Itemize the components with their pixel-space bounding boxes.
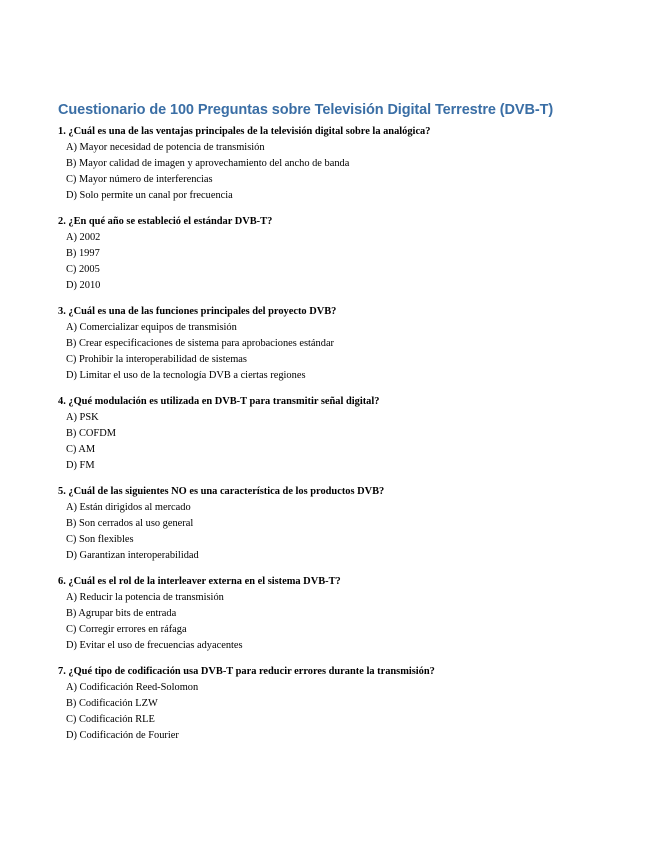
answer-option: D) Solo permite un canal por frecuencia bbox=[66, 190, 233, 201]
question-list bbox=[58, 124, 638, 754]
question-item bbox=[58, 664, 638, 744]
answer-option: A) Comercializar equipos de transmisión bbox=[66, 322, 237, 333]
question-item bbox=[58, 214, 638, 294]
question-text: 2. ¿En qué año se estableció el estándar DVB-T? bbox=[58, 216, 273, 227]
answer-option: A) Están dirigidos al mercado bbox=[66, 502, 191, 513]
answer-option: A) Reducir la potencia de transmisión bbox=[66, 592, 224, 603]
answer-option: D) FM bbox=[66, 460, 95, 471]
answer-option: B) Agrupar bits de entrada bbox=[66, 608, 177, 619]
answer-options bbox=[58, 140, 638, 204]
answer-option: B) 1997 bbox=[66, 248, 100, 259]
answer-options bbox=[58, 320, 638, 384]
answer-option: B) Codificación LZW bbox=[66, 698, 158, 709]
answer-option: A) 2002 bbox=[66, 232, 101, 243]
answer-option: D) Limitar el uso de la tecnología DVB a ciertas regiones bbox=[66, 370, 306, 381]
answer-option: C) Mayor número de interferencias bbox=[66, 174, 213, 185]
answer-options bbox=[58, 500, 638, 564]
answer-option: A) Codificación Reed-Solomon bbox=[66, 682, 199, 693]
question-text: 5. ¿Cuál de las siguientes NO es una característica de los productos DVB? bbox=[58, 486, 385, 497]
answer-option: C) Corregir errores en ráfaga bbox=[66, 624, 187, 635]
question-text: 6. ¿Cuál es el rol de la interleaver externa en el sistema DVB-T? bbox=[58, 576, 341, 587]
answer-option: C) 2005 bbox=[66, 264, 100, 275]
answer-option: C) Son flexibles bbox=[66, 534, 134, 545]
question-item bbox=[58, 484, 638, 564]
question-text: 3. ¿Cuál es una de las funciones principales del proyecto DVB? bbox=[58, 306, 337, 317]
answer-option: A) Mayor necesidad de potencia de transmisión bbox=[66, 142, 265, 153]
question-item bbox=[58, 394, 638, 474]
question-item bbox=[58, 574, 638, 654]
answer-option: B) Son cerrados al uso general bbox=[66, 518, 194, 529]
answer-options bbox=[58, 680, 638, 744]
answer-option: D) Codificación de Fourier bbox=[66, 730, 179, 741]
question-text: 4. ¿Qué modulación es utilizada en DVB-T para transmitir señal digital? bbox=[58, 396, 380, 407]
answer-option: B) Mayor calidad de imagen y aprovechamiento del ancho de banda bbox=[66, 158, 350, 169]
answer-option: A) PSK bbox=[66, 412, 99, 423]
answer-option: C) Prohibir la interoperabilidad de sistemas bbox=[66, 354, 247, 365]
question-text: 1. ¿Cuál es una de las ventajas principales de la televisión digital sobre la analógica? bbox=[58, 126, 431, 137]
answer-options bbox=[58, 590, 638, 654]
answer-option: D) 2010 bbox=[66, 280, 101, 291]
answer-options bbox=[58, 230, 638, 294]
answer-option: B) COFDM bbox=[66, 428, 116, 439]
question-item bbox=[58, 304, 638, 384]
question-item bbox=[58, 124, 638, 204]
answer-options bbox=[58, 410, 638, 474]
document-title: Cuestionario de 100 Preguntas sobre Televisión Digital Terrestre (DVB-T) bbox=[58, 102, 554, 118]
answer-option: C) AM bbox=[66, 444, 96, 455]
answer-option: B) Crear especificaciones de sistema para aprobaciones estándar bbox=[66, 338, 335, 349]
answer-option: D) Evitar el uso de frecuencias adyacentes bbox=[66, 640, 243, 651]
answer-option: C) Codificación RLE bbox=[66, 714, 155, 725]
question-text: 7. ¿Qué tipo de codificación usa DVB-T para reducir errores durante la transmisión? bbox=[58, 666, 435, 677]
answer-option: D) Garantizan interoperabilidad bbox=[66, 550, 199, 561]
